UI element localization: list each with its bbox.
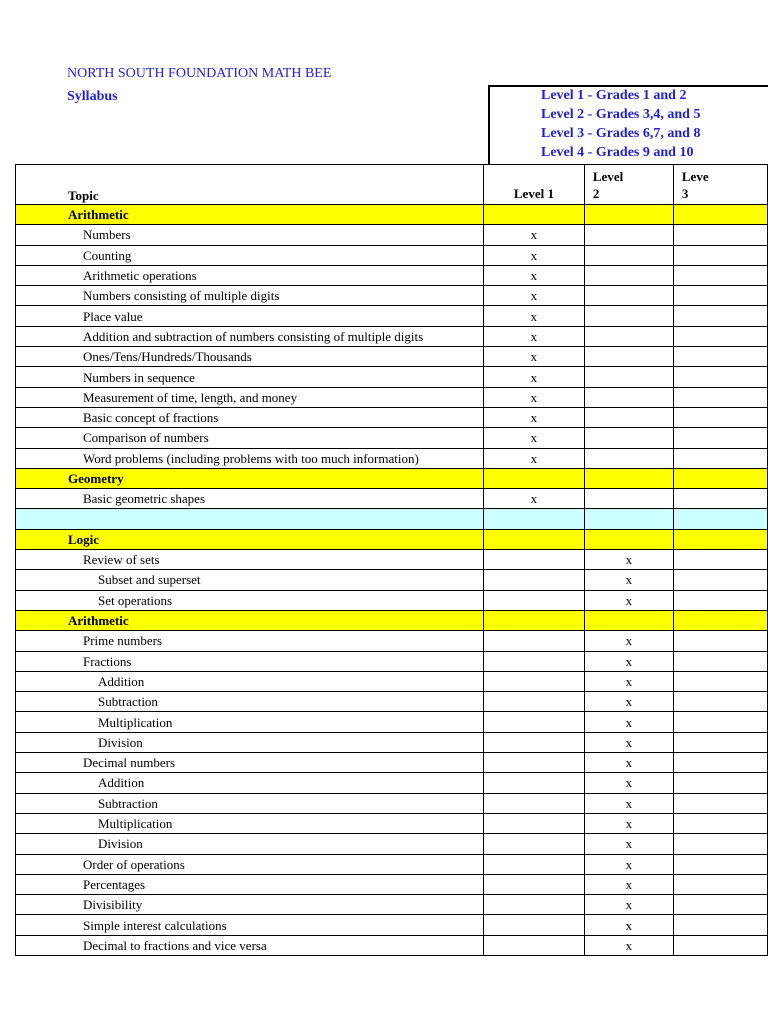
level-3-cell xyxy=(673,468,767,488)
topic-cell: Comparison of numbers xyxy=(16,428,484,448)
table-row xyxy=(16,387,768,407)
table-row xyxy=(16,915,768,935)
level-3-cell xyxy=(673,793,767,813)
level-1-cell xyxy=(483,610,584,630)
level-3-cell xyxy=(673,773,767,793)
level-2-cell xyxy=(584,205,673,225)
level-2-mark xyxy=(584,387,673,407)
level-2-mark xyxy=(584,407,673,427)
level-3-cell xyxy=(673,834,767,854)
legend-level-1: Level 1 - Grades 1 and 2 xyxy=(541,88,687,103)
level-3-cell xyxy=(673,631,767,651)
topic-cell: Arithmetic operations xyxy=(16,265,484,285)
level-1-mark xyxy=(483,692,584,712)
level-3-cell xyxy=(673,570,767,590)
topic-cell: Percentages xyxy=(16,874,484,894)
level-2-mark xyxy=(584,265,673,285)
topic-cell: Multiplication xyxy=(16,712,484,732)
level-1-header: Level 1 xyxy=(483,165,584,205)
table-row xyxy=(16,225,768,245)
table-row xyxy=(16,935,768,955)
level-1-mark xyxy=(483,773,584,793)
level-3-cell xyxy=(673,935,767,955)
level-2-mark xyxy=(584,448,673,468)
level-1-mark xyxy=(483,712,584,732)
legend-level-3: Level 3 - Grades 6,7, and 8 xyxy=(541,126,701,141)
section-row xyxy=(16,468,768,488)
level-3-cell xyxy=(673,610,767,630)
topic-cell: Divisibility xyxy=(16,895,484,915)
table-row xyxy=(16,773,768,793)
level-1-mark xyxy=(483,753,584,773)
level-2-mark xyxy=(584,286,673,306)
legend-level-2: Level 2 - Grades 3,4, and 5 xyxy=(541,107,701,122)
level-1-mark xyxy=(483,874,584,894)
level-1-mark xyxy=(483,570,584,590)
topic-cell: Multiplication xyxy=(16,813,484,833)
level-1-mark xyxy=(483,915,584,935)
topic-cell: Place value xyxy=(16,306,484,326)
topic-cell: Measurement of time, length, and money xyxy=(16,387,484,407)
level-2-mark: x xyxy=(584,732,673,752)
level-3-cell xyxy=(673,550,767,570)
level-3-cell xyxy=(673,813,767,833)
level-3-cell xyxy=(673,205,767,225)
table-row xyxy=(16,813,768,833)
topic-cell: Counting xyxy=(16,245,484,265)
topic-cell: Decimal to fractions and vice versa xyxy=(16,935,484,955)
table-row xyxy=(16,550,768,570)
level-1-mark: x xyxy=(483,286,584,306)
level-3-cell xyxy=(673,286,767,306)
level-3-cell xyxy=(673,326,767,346)
level-2-mark xyxy=(584,428,673,448)
level-1-cell xyxy=(483,468,584,488)
topic-cell: Word problems (including problems with too much information) xyxy=(16,448,484,468)
level-2-mark: x xyxy=(584,895,673,915)
level-1-mark xyxy=(483,590,584,610)
topic-cell xyxy=(16,509,484,529)
table-row xyxy=(16,245,768,265)
level-2-cell xyxy=(584,529,673,549)
level-1-mark xyxy=(483,793,584,813)
level-3-cell xyxy=(673,225,767,245)
topic-cell: Division xyxy=(16,834,484,854)
level-2-mark: x xyxy=(584,773,673,793)
level-3-cell xyxy=(673,428,767,448)
table-row xyxy=(16,448,768,468)
topic-cell: Order of operations xyxy=(16,854,484,874)
document-subtitle: Syllabus xyxy=(67,89,118,104)
level-3-cell xyxy=(673,265,767,285)
level-2-cell xyxy=(584,509,673,529)
document-title: NORTH SOUTH FOUNDATION MATH BEE xyxy=(67,66,332,81)
level-2-mark: x xyxy=(584,631,673,651)
level-1-mark: x xyxy=(483,387,584,407)
section-row xyxy=(16,529,768,549)
table-row xyxy=(16,671,768,691)
section-title: Logic xyxy=(16,529,484,549)
level-2-cell xyxy=(584,610,673,630)
level-2-mark xyxy=(584,347,673,367)
level-2-mark xyxy=(584,326,673,346)
table-row xyxy=(16,834,768,854)
level-1-mark: x xyxy=(483,367,584,387)
table-row xyxy=(16,326,768,346)
topic-cell: Ones/Tens/Hundreds/Thousands xyxy=(16,347,484,367)
level-2-mark: x xyxy=(584,915,673,935)
level-2-mark: x xyxy=(584,712,673,732)
section-title: Arithmetic xyxy=(16,610,484,630)
level-1-mark xyxy=(483,631,584,651)
table-row xyxy=(16,692,768,712)
level-1-mark xyxy=(483,854,584,874)
level-3-cell xyxy=(673,245,767,265)
level-2-mark: x xyxy=(584,692,673,712)
syllabus-table xyxy=(15,164,768,956)
level-2-mark: x xyxy=(584,671,673,691)
level-2-mark xyxy=(584,225,673,245)
table-row xyxy=(16,590,768,610)
topic-cell: Division xyxy=(16,732,484,752)
topic-cell: Numbers in sequence xyxy=(16,367,484,387)
level-2-mark: x xyxy=(584,854,673,874)
level-2-mark: x xyxy=(584,570,673,590)
level-1-mark xyxy=(483,834,584,854)
table-row xyxy=(16,407,768,427)
table-row xyxy=(16,306,768,326)
topic-cell: Basic concept of fractions xyxy=(16,407,484,427)
level-2-mark xyxy=(584,245,673,265)
topic-cell: Numbers xyxy=(16,225,484,245)
level-1-mark: x xyxy=(483,448,584,468)
level-2-mark xyxy=(584,306,673,326)
table-row xyxy=(16,793,768,813)
topic-header: Topic xyxy=(16,165,484,205)
level-2-mark: x xyxy=(584,550,673,570)
table-row xyxy=(16,347,768,367)
level-3-cell xyxy=(673,854,767,874)
topic-cell: Fractions xyxy=(16,651,484,671)
level-1-mark: x xyxy=(483,245,584,265)
level-3-cell xyxy=(673,671,767,691)
level-2-mark xyxy=(584,367,673,387)
level-2-header xyxy=(584,165,673,205)
level-1-mark: x xyxy=(483,326,584,346)
topic-cell: Set operations xyxy=(16,590,484,610)
table-row xyxy=(16,753,768,773)
topic-cell: Subset and superset xyxy=(16,570,484,590)
level-2-mark: x xyxy=(584,590,673,610)
legend-level-4: Level 4 - Grades 9 and 10 xyxy=(541,145,694,160)
level-1-cell xyxy=(483,529,584,549)
table-row xyxy=(16,265,768,285)
level-3-cell xyxy=(673,489,767,509)
level-legend xyxy=(488,85,768,165)
level-3-header xyxy=(673,165,767,205)
level-1-mark xyxy=(483,935,584,955)
level-1-mark xyxy=(483,813,584,833)
level-3-cell xyxy=(673,651,767,671)
level-1-mark: x xyxy=(483,428,584,448)
level-1-mark: x xyxy=(483,265,584,285)
topic-cell: Subtraction xyxy=(16,793,484,813)
topic-cell: Numbers consisting of multiple digits xyxy=(16,286,484,306)
topic-cell: Decimal numbers xyxy=(16,753,484,773)
topic-cell: Addition xyxy=(16,671,484,691)
blank-row xyxy=(16,509,768,529)
table-row xyxy=(16,367,768,387)
level-3-cell xyxy=(673,529,767,549)
level-3-cell xyxy=(673,387,767,407)
level-3-header-line1: Leve xyxy=(681,169,709,184)
table-header-row xyxy=(16,165,768,205)
topic-cell: Basic geometric shapes xyxy=(16,489,484,509)
level-3-header-line2: 3 xyxy=(681,186,689,201)
table-row xyxy=(16,712,768,732)
table-row xyxy=(16,428,768,448)
section-row xyxy=(16,610,768,630)
level-3-cell xyxy=(673,347,767,367)
level-1-cell xyxy=(483,509,584,529)
level-2-header-line2: 2 xyxy=(592,186,600,201)
level-2-mark: x xyxy=(584,753,673,773)
topic-cell: Simple interest calculations xyxy=(16,915,484,935)
topic-cell: Addition xyxy=(16,773,484,793)
topic-cell: Review of sets xyxy=(16,550,484,570)
table-row xyxy=(16,570,768,590)
table-row xyxy=(16,286,768,306)
topic-cell: Addition and subtraction of numbers consisting of multiple digits xyxy=(16,326,484,346)
level-1-mark xyxy=(483,651,584,671)
topic-cell: Prime numbers xyxy=(16,631,484,651)
level-3-cell xyxy=(673,732,767,752)
table-row xyxy=(16,651,768,671)
table-row xyxy=(16,732,768,752)
level-1-mark xyxy=(483,671,584,691)
level-1-mark: x xyxy=(483,407,584,427)
level-3-cell xyxy=(673,874,767,894)
level-3-cell xyxy=(673,895,767,915)
level-3-cell xyxy=(673,306,767,326)
table-row xyxy=(16,874,768,894)
level-1-mark xyxy=(483,550,584,570)
level-1-mark: x xyxy=(483,347,584,367)
level-2-mark: x xyxy=(584,793,673,813)
level-1-mark: x xyxy=(483,306,584,326)
level-2-mark: x xyxy=(584,834,673,854)
table-row xyxy=(16,631,768,651)
level-1-mark: x xyxy=(483,225,584,245)
level-3-cell xyxy=(673,712,767,732)
section-title: Arithmetic xyxy=(16,205,484,225)
level-1-mark xyxy=(483,732,584,752)
level-3-cell xyxy=(673,509,767,529)
level-2-mark: x xyxy=(584,813,673,833)
level-3-cell xyxy=(673,590,767,610)
level-1-cell xyxy=(483,205,584,225)
level-3-cell xyxy=(673,407,767,427)
level-2-mark xyxy=(584,489,673,509)
level-2-header-line1: Level xyxy=(592,169,624,184)
table-row xyxy=(16,489,768,509)
level-2-mark: x xyxy=(584,935,673,955)
topic-cell: Subtraction xyxy=(16,692,484,712)
table-row xyxy=(16,895,768,915)
level-3-cell xyxy=(673,367,767,387)
level-2-cell xyxy=(584,468,673,488)
level-3-cell xyxy=(673,753,767,773)
level-1-mark: x xyxy=(483,489,584,509)
level-2-mark: x xyxy=(584,651,673,671)
table-row xyxy=(16,854,768,874)
section-title: Geometry xyxy=(16,468,484,488)
level-2-mark: x xyxy=(584,874,673,894)
level-3-cell xyxy=(673,915,767,935)
level-3-cell xyxy=(673,692,767,712)
level-3-cell xyxy=(673,448,767,468)
level-1-mark xyxy=(483,895,584,915)
section-row xyxy=(16,205,768,225)
